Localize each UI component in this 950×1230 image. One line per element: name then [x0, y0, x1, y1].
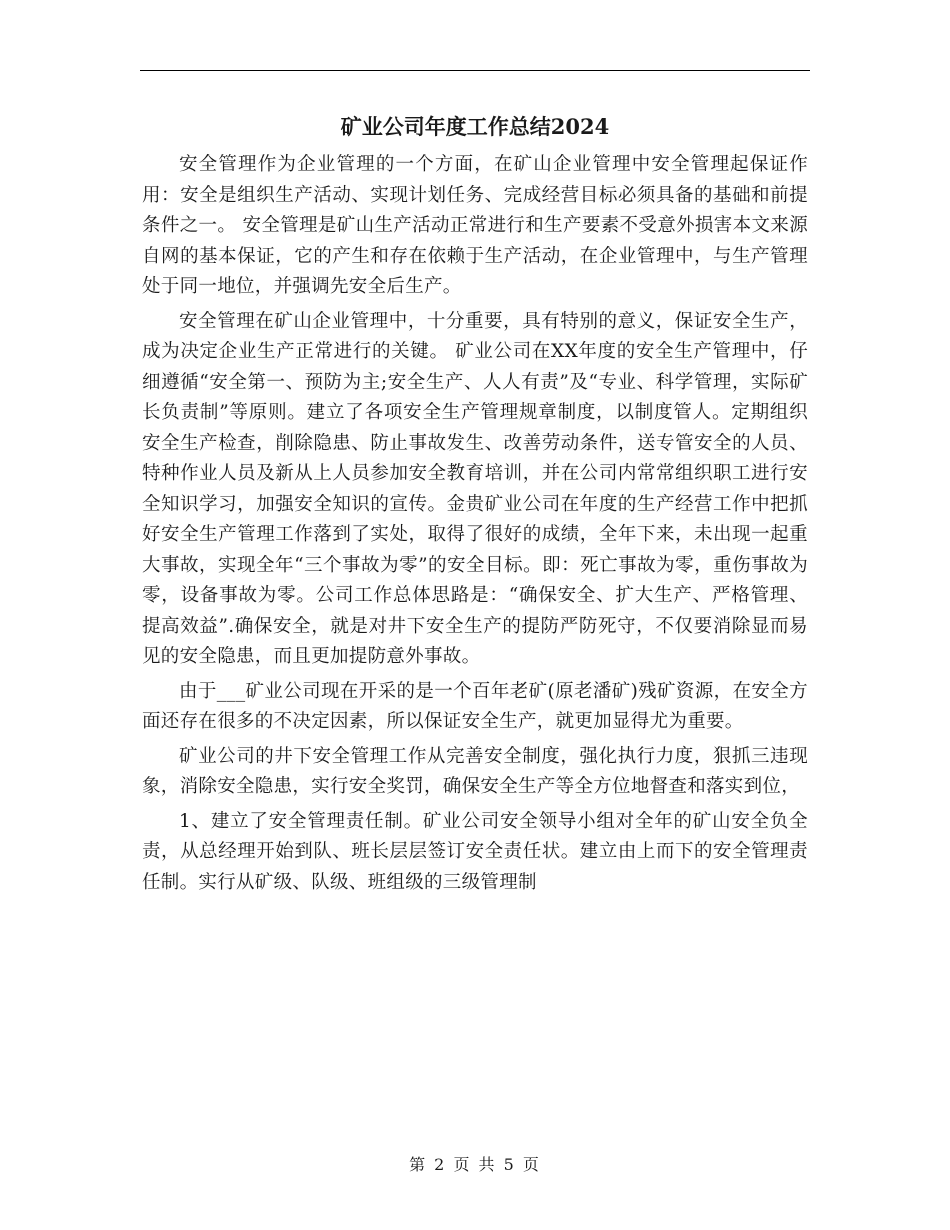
header-rule: [140, 70, 810, 71]
page-indicator: 第 2 页 共 5 页: [409, 1155, 541, 1174]
paragraph-3: 由于___矿业公司现在开采的是一个百年老矿(原老潘矿)残矿资源，在安全方面还存在很多的不决定因素，所以保证安全生产，就更加显得尤为重要。: [142, 680, 808, 732]
document-body: [142, 150, 808, 902]
paragraph-1: 安全管理作为企业管理的一个方面，在矿山企业管理中安全管理起保证作用：安全是组织生产活动、实现计划任务、完成经营目标必须具备的基础和前提条件之一。 安全管理是矿山生产活动正常进行和生产要素不受意外损害本文来源自网的基本保证，它的产生和存在依赖于生产活动，在企业管理中，与生产管理处于同一地位，并强调先安全后生产。: [142, 154, 808, 297]
paragraph-5: 1、建立了安全管理责任制。矿业公司安全领导小组对全年的矿山安全负全责，从总经理开始到队、班长层层签订安全责任状。建立由上而下的安全管理责任制。实行从矿级、队级、班组级的三级管理制: [142, 810, 808, 893]
paragraph-2: 安全管理在矿山企业管理中，十分重要，具有特别的意义，保证安全生产，成为决定企业生产正常进行的关键。 矿业公司在XX年度的安全生产管理中，仔细遵循“安全第一、预防为主;安全生产、人人有责”及“专业、科学管理，实际矿长负责制”等原则。建立了各项安全生产管理规章制度，以制度管人。定期组织安全生产检查，削除隐患、防止事故发生、改善劳动条件，送专管安全的人员、特种作业人员及新从上人员参加安全教育培训，并在公司内常常组织职工进行安全知识学习，加强安全知识的宣传。金贵矿业公司在年度的生产经营工作中把抓好安全生产管理工作落到了实处，取得了很好的成绩，全年下来，未出现一起重大事故，实现全年“三个事故为零”的安全目标。即：死亡事故为零，重伤事故为零，设备事故为零。公司工作总体思路是：“确保安全、扩大生产、严格管理、提高效益”.确保安全，就是对井下安全生产的提防严防死守，不仅要消除显而易见的安全隐患，而且更加提防意外事故。: [142, 310, 808, 667]
paragraph-4: 矿业公司的井下安全管理工作从完善安全制度，强化执行力度，狠抓三违现象，消除安全隐患，实行安全奖罚，确保安全生产等全方位地督查和落实到位，: [142, 745, 808, 797]
document-title: 矿业公司年度工作总结2024: [340, 114, 610, 139]
